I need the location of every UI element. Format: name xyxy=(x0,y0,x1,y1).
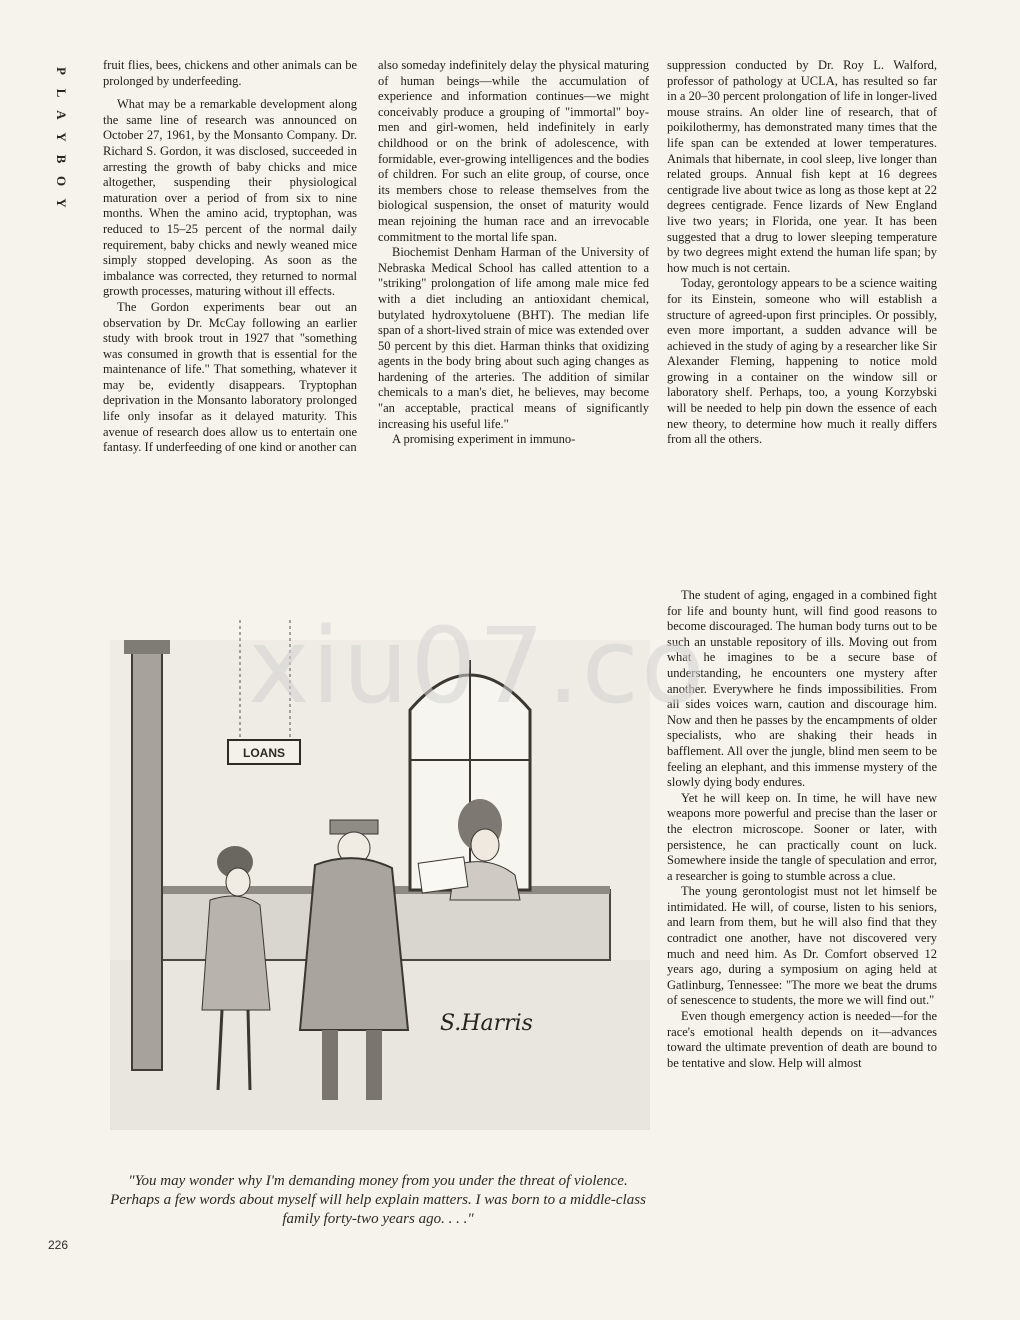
text-column-2 xyxy=(378,58,649,448)
man-leg xyxy=(366,1030,382,1100)
woman-face xyxy=(226,868,250,896)
masthead-letter: L xyxy=(54,88,69,98)
paragraph: also someday indefinitely delay the physical maturing of human beings—while the accumulation of experience and information continues—we might conceivably produce a grouping of "immortal" boy-men and girl-women, held indefinitely in early childhood or on the brink of adolescence, with formidable, ever-growing intelligences and the bodies of children. For such an elite group, of course, once its members chose to release themselves from the biological suspension, the onset of maturity would mean rejoining the human race and an irrevocable commitment to the mortal life span. xyxy=(378,58,649,244)
masthead-vertical xyxy=(46,60,76,214)
pillar-cap xyxy=(124,640,170,654)
paragraph: What may be a remarkable development along the same line of research was announced on October 27, 1961, by the Monsanto Company. Dr. Richard S. Gordon, it was disclosed, succeeded in arresting the growth of baby chicks and mice altogether, suspending their physiological maturation over a period of from six to nine months. When the amino acid, tryptophan, was reduced to 15–25 percent of the normal daily requirement, baby chicks and newly weaned mice simply stopped developing. As soon as the imbalance was corrected, they returned to normal growth processes, maturing without ill effects. xyxy=(103,97,357,299)
masthead-letter: Y xyxy=(54,132,69,142)
text-column-3-lower xyxy=(667,588,937,1071)
paragraph: suppression conducted by Dr. Roy L. Walford, professor of pathology at UCLA, has resulted so far in a 20–30 percent prolongation of life in longer-lived mouse strains. An older line of research, that of poikilothermy, has demonstrated many times that the life span can be extended at lower temperatures. Animals that hibernate, in cool sleep, live longer than related groups. Annual fish kept at 16 degrees centigrade live about twice as long as those kept at 22 degrees centigrade. Fence lizards of New England live two years; in Florida, one year. It has been suggested that a drug to lower sleeping temperature by two degrees might extend the human life span; by how much is not certain. xyxy=(667,58,937,275)
cartoon-illustration xyxy=(110,600,650,1130)
masthead-letter: A xyxy=(54,110,69,120)
paper-document xyxy=(418,857,468,893)
paragraph: fruit flies, bees, chickens and other animals can be prolonged by underfeeding. xyxy=(103,58,357,88)
teller-face xyxy=(471,829,499,861)
masthead-letter: B xyxy=(54,154,69,164)
paragraph: Even though emergency action is needed—for the race's emotional health depends on it—advances toward the ultimate prevention of death are bound to be tentative and slow. Help will almost xyxy=(667,1009,937,1070)
page-number: 226 xyxy=(48,1238,69,1252)
masthead-letter: O xyxy=(54,175,69,187)
masthead-letter: P xyxy=(54,67,69,75)
woman-leg xyxy=(248,1010,250,1090)
paragraph: Today, gerontology appears to be a science waiting for its Einstein, someone who will establish a structure of agreed-upon first principles. Or possibly, even more important, a sudden advance will be achieved in the study of aging by a researcher like Sir Alexander Fleming, happening to notice mold growing in a container on the window sill or laboratory shelf. Perhaps, too, a young Korzybski will be needed to help pin down the essence of each new theory, to determine how much it really differs from all the others. xyxy=(667,276,937,447)
artist-signature: S.Harris xyxy=(440,1011,533,1036)
woman-coat xyxy=(202,896,270,1010)
man-leg xyxy=(322,1030,338,1100)
paragraph: The Gordon experiments bear out an observation by Dr. McCay following an earlier study with brook trout in 1927 that "something was consumed in growth that is essential for the maintenance of life." That something, whatever it may be, evidently disappears. Tryptophan deprivation in the Monsanto laboratory prolonged life only insofar as it delayed maturity. This avenue of research does allow us to entertain one fantasy. If underfeeding of one kind or another can xyxy=(103,299,357,455)
paragraph: Biochemist Denham Harman of the University of Nebraska Medical School has called attention to a "striking" prolongation of life among male mice fed with a diet including an antioxidant chemical, butylated hydroxytoluene (BHT). The median life span of a short-lived strain of mice was extended over 50 percent by this diet. Harman thinks that oxidizing agents in the body bring about such aging changes as hardening of the arteries. The addition of similar chemicals to a man's diet, he believes, may become "an acceptable, practical means of significantly increasing his useful life." xyxy=(378,245,649,431)
paragraph: A promising experiment in immuno- xyxy=(392,432,576,447)
paragraph: Yet he will keep on. In time, he will have new weapons more powerful and precise than the laser or the electron microscope. Sooner or later, with persistence, he can practically count on luck. Somewhere inside the tangle of speculation and error, a researcher is going to stumble across a clue. xyxy=(667,790,937,883)
loans-sign-text: LOANS xyxy=(243,746,285,760)
paragraph: The young gerontologist must not let himself be intimidated. He will, of course, listen to his seniors, and learn from them, but he will also find that they contradict one another, have not discovered very much and need him. As Dr. Comfort observed 12 years ago, during a symposium on aging held at Gatlinburg, Tennessee: "The more we beat the drums of senescence to students, the more we will find out." xyxy=(667,884,937,1008)
text-column-1 xyxy=(103,58,357,456)
masthead-letter: Y xyxy=(54,198,69,208)
paragraph: The student of aging, engaged in a combined fight for life and bounty hunt, will find good reasons to become discouraged. The human body turns out to be such an unstable repository of ills. Moving out from what he imagines to be a secure base of understanding, he encounters one mystery after another. Everywhere he finds impossibilities. From all sides voices warn, caution and discourage him. Now and then he passes by the encampments of older specialists, who are shaking their heads in bafflement. All over the jungle, blind men seem to be feeling an elephant, and this immense mystery of the slowly dying body endures. xyxy=(667,588,937,790)
pillar xyxy=(132,650,162,1070)
watermark: xiu07.co xyxy=(248,605,707,727)
man-overcoat xyxy=(300,858,408,1030)
text-column-3 xyxy=(667,58,937,448)
cartoon-caption: "You may wonder why I'm demanding money from you under the threat of violence. Perhaps a few words about myself will help explain matters. I was born to a middle-class family forty-two years ago. . . ." xyxy=(110,1173,646,1227)
